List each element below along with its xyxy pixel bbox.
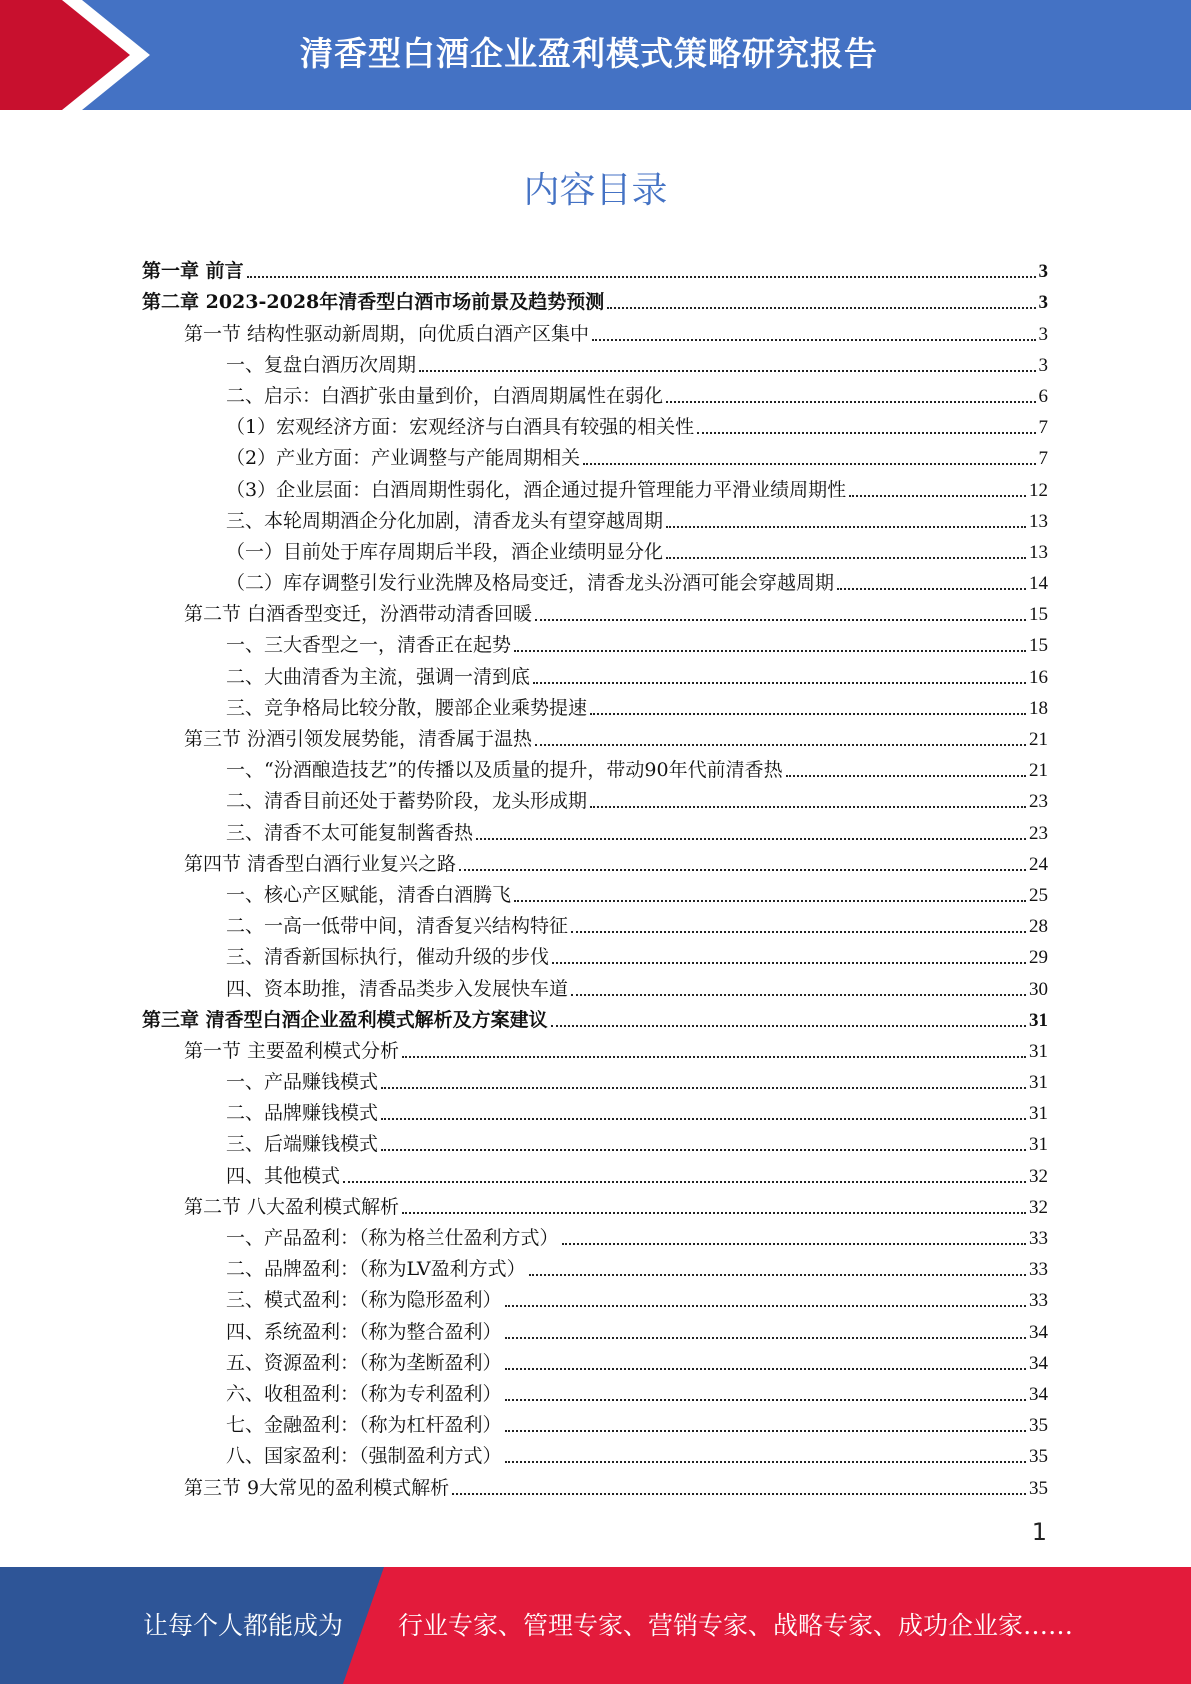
toc-entry[interactable] xyxy=(142,657,1048,688)
toc-entry[interactable] xyxy=(142,969,1048,1000)
toc-entry-title: 四、资本助推，清香品类步入发展快车道 xyxy=(226,977,569,1000)
toc-dot-leader xyxy=(562,1242,1026,1245)
toc-entry-page: 18 xyxy=(1029,697,1048,719)
toc-entry[interactable] xyxy=(142,1156,1048,1187)
toc-entry-page: 7 xyxy=(1038,417,1048,439)
toc-entry-page: 14 xyxy=(1029,573,1048,595)
toc-entry-title: 二、大曲清香为主流，强调一清到底 xyxy=(226,665,531,688)
toc-entry[interactable] xyxy=(142,252,1048,283)
toc-entry-title: 第三节 汾酒引领发展势能，清香属于温热 xyxy=(184,728,533,750)
page-number: 1 xyxy=(1031,1518,1047,1546)
toc-entry-page: 3 xyxy=(1038,354,1048,376)
toc-entry-title: 六、收租盈利：（称为专利盈利） xyxy=(226,1382,502,1405)
toc-entry-title: （1）宏观经济方面：宏观经济与白酒具有较强的相关性 xyxy=(226,416,695,439)
toc-entry-title: 第二节 八大盈利模式解析 xyxy=(184,1195,400,1218)
toc-entry[interactable] xyxy=(142,1001,1048,1032)
table-of-contents xyxy=(142,252,1048,1500)
toc-entry-title: （二）库存调整引发行业洗牌及格局变迁，清香龙头汾酒可能会穿越周期 xyxy=(226,572,835,595)
toc-entry[interactable] xyxy=(142,1468,1048,1499)
toc-dot-leader xyxy=(590,712,1026,715)
toc-dot-leader xyxy=(837,587,1026,590)
toc-dot-leader xyxy=(505,1367,1026,1370)
toc-dot-leader xyxy=(607,306,1035,309)
toc-entry[interactable] xyxy=(142,346,1048,377)
toc-entry-title: 一、三大香型之一，清香正在起势 xyxy=(226,634,512,657)
toc-entry[interactable] xyxy=(142,533,1048,564)
toc-dot-leader xyxy=(459,868,1026,871)
toc-entry-page: 13 xyxy=(1029,541,1048,563)
toc-entry-page: 34 xyxy=(1029,1352,1048,1374)
toc-dot-leader xyxy=(514,649,1026,652)
toc-dot-leader xyxy=(551,1024,1026,1027)
toc-entry-page: 23 xyxy=(1029,791,1048,813)
toc-entry-title: 第三节 9大常见的盈利模式解析 xyxy=(184,1476,450,1499)
toc-entry[interactable] xyxy=(142,1094,1048,1125)
toc-entry-page: 35 xyxy=(1029,1446,1048,1468)
toc-entry-title: 三、本轮周期酒企分化加剧，清香龙头有望穿越周期 xyxy=(226,509,664,532)
toc-entry-page: 31 xyxy=(1029,1103,1048,1125)
toc-entry-page: 35 xyxy=(1029,1415,1048,1437)
toc-entry-page: 21 xyxy=(1029,760,1048,782)
toc-dot-leader xyxy=(419,369,1035,372)
toc-entry[interactable] xyxy=(142,1406,1048,1437)
toc-entry-page: 31 xyxy=(1029,1134,1048,1156)
toc-entry-title: 三、清香不太可能复制酱香热 xyxy=(226,821,474,844)
toc-entry-page: 31 xyxy=(1029,1072,1048,1094)
toc-entry[interactable] xyxy=(142,1312,1048,1343)
toc-dot-leader xyxy=(247,275,1036,278)
toc-entry-title: 二、启示：白酒扩张由量到价，白酒周期属性在弱化 xyxy=(226,384,664,407)
toc-entry-page: 3 xyxy=(1038,323,1048,345)
toc-entry-page: 3 xyxy=(1038,292,1048,314)
toc-entry[interactable] xyxy=(142,470,1048,501)
toc-entry-title: 一、复盘白酒历次周期 xyxy=(226,353,417,376)
toc-entry[interactable] xyxy=(142,626,1048,657)
toc-entry-title: 第一章 前言 xyxy=(142,260,244,283)
toc-dot-leader xyxy=(505,1460,1026,1463)
toc-dot-leader xyxy=(452,1492,1026,1495)
toc-dot-leader xyxy=(571,930,1026,933)
toc-entry-title: 三、清香新国标执行，催动升级的步伐 xyxy=(226,946,550,969)
toc-entry-page: 35 xyxy=(1029,1477,1048,1499)
toc-entry-page: 7 xyxy=(1038,448,1048,470)
toc-dot-leader xyxy=(786,774,1026,777)
toc-entry-title: （一）目前处于库存周期后半段，酒企业绩明显分化 xyxy=(226,540,664,563)
toc-entry-page: 33 xyxy=(1029,1259,1048,1281)
toc-entry-title: 第一节 主要盈利模式分析 xyxy=(184,1039,400,1062)
toc-dot-leader xyxy=(381,1117,1026,1120)
toc-dot-leader xyxy=(402,1211,1026,1214)
toc-dot-leader xyxy=(505,1336,1026,1339)
toc-entry-page: 24 xyxy=(1029,853,1048,875)
toc-entry-title: 二、清香目前还处于蓄势阶段，龙头形成期 xyxy=(226,790,588,813)
toc-dot-leader xyxy=(476,837,1026,840)
toc-entry-page: 13 xyxy=(1029,510,1048,532)
toc-dot-leader xyxy=(535,743,1026,746)
toc-heading: 内容目录 xyxy=(523,170,668,211)
toc-dot-leader xyxy=(505,1398,1026,1401)
toc-entry[interactable] xyxy=(142,314,1048,345)
toc-entry-page: 32 xyxy=(1029,1196,1048,1218)
toc-dot-leader xyxy=(505,1304,1026,1307)
header-band xyxy=(0,0,1191,110)
toc-entry-title: 第二章 2023-2028年清香型白酒市场前景及趋势预测 xyxy=(142,291,605,314)
toc-entry-page: 12 xyxy=(1029,479,1048,501)
toc-entry-page: 3 xyxy=(1038,261,1048,283)
toc-entry[interactable] xyxy=(142,845,1048,876)
toc-entry[interactable] xyxy=(142,907,1048,938)
toc-entry[interactable] xyxy=(142,938,1048,969)
toc-entry[interactable] xyxy=(142,689,1048,720)
toc-dot-leader xyxy=(381,1148,1026,1151)
toc-dot-leader xyxy=(533,681,1026,684)
toc-entry-title: 三、模式盈利：（称为隐形盈利） xyxy=(226,1289,502,1312)
toc-entry[interactable] xyxy=(142,1250,1048,1281)
toc-entry[interactable] xyxy=(142,1125,1048,1156)
footer-slogan-left: 让每个人都能成为 xyxy=(143,1611,344,1640)
toc-entry[interactable] xyxy=(142,408,1048,439)
toc-entry-title: 一、产品盈利：（称为格兰仕盈利方式） xyxy=(226,1227,559,1249)
toc-dot-leader xyxy=(505,1429,1026,1432)
toc-dot-leader xyxy=(552,961,1026,964)
toc-entry[interactable] xyxy=(142,720,1048,751)
toc-dot-leader xyxy=(697,431,1035,434)
toc-entry-page: 29 xyxy=(1029,947,1048,969)
toc-entry-page: 23 xyxy=(1029,822,1048,844)
toc-entry-title: 第三章 清香型白酒企业盈利模式解析及方案建议 xyxy=(142,1008,548,1031)
toc-dot-leader xyxy=(381,1086,1026,1089)
toc-entry[interactable] xyxy=(142,1281,1048,1312)
toc-entry-title: （2）产业方面：产业调整与产能周期相关 xyxy=(226,447,581,470)
toc-entry-title: 四、其他模式 xyxy=(226,1164,341,1187)
toc-dot-leader xyxy=(535,618,1026,621)
toc-entry-page: 34 xyxy=(1029,1383,1048,1405)
toc-entry-page: 33 xyxy=(1029,1290,1048,1312)
toc-entry-title: 二、一高一低带中间，清香复兴结构特征 xyxy=(226,915,569,938)
toc-dot-leader xyxy=(666,556,1026,559)
toc-entry-title: 三、竞争格局比较分散，腰部企业乘势提速 xyxy=(226,696,588,719)
toc-entry[interactable] xyxy=(142,283,1048,314)
toc-entry-title: 一、产品赚钱模式 xyxy=(226,1071,379,1094)
toc-entry-title: 七、金融盈利：（称为杠杆盈利） xyxy=(226,1414,502,1437)
toc-entry[interactable] xyxy=(142,1437,1048,1468)
toc-entry-page: 21 xyxy=(1029,729,1048,750)
toc-dot-leader xyxy=(514,899,1026,902)
toc-entry-title: 三、后端赚钱模式 xyxy=(226,1133,379,1156)
footer-slogan-right: 行业专家、管理专家、营销专家、战略专家、成功企业家…… xyxy=(398,1611,1074,1640)
toc-dot-leader xyxy=(529,1273,1026,1276)
toc-entry-page: 16 xyxy=(1029,666,1048,688)
toc-entry-title: 四、系统盈利：（称为整合盈利） xyxy=(226,1320,502,1343)
toc-entry[interactable] xyxy=(142,377,1048,408)
toc-entry[interactable] xyxy=(142,1032,1048,1063)
toc-dot-leader xyxy=(583,462,1035,465)
toc-entry-page: 15 xyxy=(1029,604,1048,626)
toc-entry-page: 31 xyxy=(1029,1040,1048,1062)
footer-band xyxy=(0,1567,1191,1684)
toc-dot-leader xyxy=(849,494,1026,497)
toc-dot-leader xyxy=(590,805,1026,808)
toc-entry[interactable] xyxy=(142,1063,1048,1094)
toc-entry-page: 6 xyxy=(1038,385,1048,407)
toc-entry[interactable] xyxy=(142,595,1048,626)
toc-entry-page: 15 xyxy=(1029,635,1048,657)
toc-entry-page: 32 xyxy=(1029,1165,1048,1187)
toc-dot-leader xyxy=(666,400,1035,403)
toc-entry-title: 二、品牌盈利：（称为LV盈利方式） xyxy=(226,1258,526,1281)
toc-entry[interactable] xyxy=(142,751,1048,782)
toc-entry-title: 第二节 白酒香型变迁，汾酒带动清香回暖 xyxy=(184,603,533,626)
toc-entry[interactable] xyxy=(142,439,1048,470)
toc-entry-page: 34 xyxy=(1029,1321,1048,1343)
toc-entry[interactable] xyxy=(142,1188,1048,1219)
toc-entry-page: 28 xyxy=(1029,916,1048,938)
toc-entry-title: 五、资源盈利：（称为垄断盈利） xyxy=(226,1351,502,1374)
toc-dot-leader xyxy=(343,1180,1026,1183)
header-red-arrow xyxy=(0,0,150,110)
toc-entry[interactable] xyxy=(142,876,1048,907)
toc-entry[interactable] xyxy=(142,782,1048,813)
toc-entry[interactable] xyxy=(142,502,1048,533)
report-title: 清香型白酒企业盈利模式策略研究报告 xyxy=(300,34,878,73)
toc-entry[interactable] xyxy=(142,813,1048,844)
toc-entry-title: 第一节 结构性驱动新周期，向优质白酒产区集中 xyxy=(184,322,590,345)
toc-dot-leader xyxy=(666,525,1026,528)
toc-entry-title: 第四节 清香型白酒行业复兴之路 xyxy=(184,852,457,875)
toc-entry[interactable] xyxy=(142,1219,1048,1250)
toc-dot-leader xyxy=(592,338,1035,341)
toc-entry-page: 25 xyxy=(1029,884,1048,906)
toc-entry[interactable] xyxy=(142,1344,1048,1375)
toc-dot-leader xyxy=(402,1055,1026,1058)
toc-entry[interactable] xyxy=(142,1375,1048,1406)
toc-entry-page: 33 xyxy=(1029,1228,1048,1249)
toc-entry-title: 一、核心产区赋能，清香白酒腾飞 xyxy=(226,883,512,906)
toc-entry-title: （3）企业层面：白酒周期性弱化，酒企通过提升管理能力平滑业绩周期性 xyxy=(226,478,847,501)
toc-entry[interactable] xyxy=(142,564,1048,595)
toc-entry-title: 八、国家盈利：（强制盈利方式） xyxy=(226,1445,502,1468)
toc-entry-page: 30 xyxy=(1029,978,1048,1000)
toc-entry-title: 二、品牌赚钱模式 xyxy=(226,1102,379,1125)
toc-entry-title: 一、“汾酒酿造技艺”的传播以及质量的提升，带动90年代前清香热 xyxy=(226,759,783,782)
toc-dot-leader xyxy=(571,993,1026,996)
toc-entry-page: 31 xyxy=(1029,1009,1048,1031)
